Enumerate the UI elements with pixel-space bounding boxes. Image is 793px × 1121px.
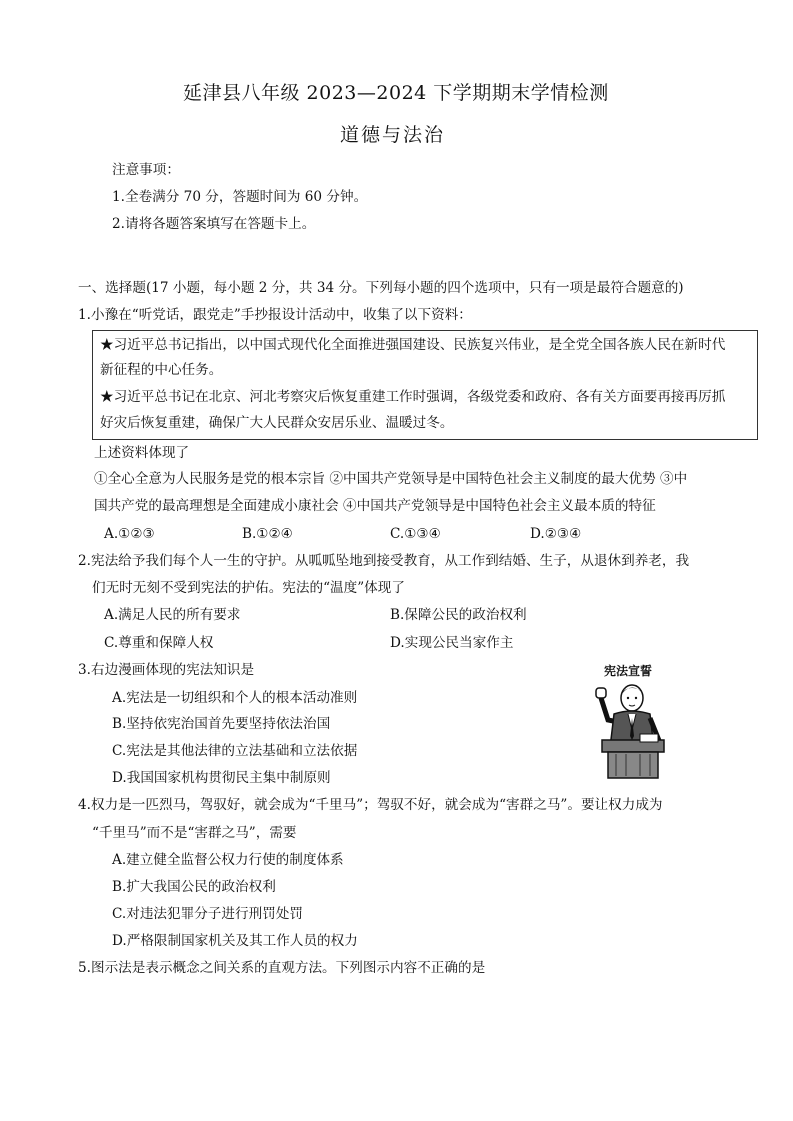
- section-heading: 一、选择题(17 小题，每小题 2 分，共 34 分。下列每小题的四个选项中，只有一项是最符合题意的): [78, 280, 684, 296]
- q2-option-b[interactable]: B.保障公民的政治权利: [390, 607, 527, 623]
- q4-stem-line-2: “千里马”而不是“害群之马”，需要: [92, 825, 297, 841]
- q1-box-line-3: ★习近平总书记在北京、河北考察灾后恢复重建工作时强调，各级党委和政府、各有关方面要再接再厉抓: [100, 389, 726, 405]
- q2-stem-line-2: 们无时无刻不受到宪法的护佑。宪法的“温度”体现了: [92, 580, 405, 596]
- q2-option-c[interactable]: C.尊重和保障人权: [104, 635, 214, 651]
- q1-after-text: 上述资料体现了: [94, 445, 190, 461]
- exam-title: 延津县八年级 2023—2024 下学期期末学情检测: [183, 82, 609, 104]
- constitution-oath-cartoon: [588, 660, 678, 780]
- q3-stem: 3.右边漫画体现的宪法知识是: [78, 662, 255, 678]
- q5-stem: 5.图示法是表示概念之间关系的直观方法。下列图示内容不正确的是: [78, 960, 486, 976]
- note-item-1: 1.全卷满分 70 分，答题时间为 60 分钟。: [112, 189, 368, 205]
- q1-option-b[interactable]: B.①②④: [242, 526, 293, 542]
- q4-option-c[interactable]: C.对违法犯罪分子进行刑罚处罚: [112, 906, 303, 922]
- q3-option-c[interactable]: C.宪法是其他法律的立法基础和立法依据: [112, 743, 358, 759]
- q3-option-a[interactable]: A.宪法是一切组织和个人的根本活动准则: [112, 690, 358, 706]
- q2-option-a[interactable]: A.满足人民的所有要求: [104, 607, 241, 623]
- q1-box-line-2: 新征程的中心任务。: [100, 362, 223, 378]
- q4-option-a[interactable]: A.建立健全监督公权力行使的制度体系: [112, 852, 344, 868]
- q1-box-line-1: ★习近平总书记指出，以中国式现代化全面推进强国建设、民族复兴伟业，是全党全国各族人民在新时代: [100, 337, 726, 353]
- q2-option-d[interactable]: D.实现公民当家作主: [390, 635, 514, 651]
- q1-statements-line-1: ①全心全意为人民服务是党的根本宗旨 ②中国共产党领导是中国特色社会主义制度的最大优势 ③中: [94, 471, 688, 487]
- q4-stem-line-1: 4.权力是一匹烈马，驾驭好，就会成为“千里马”；驾驭不好，就会成为“害群之马”。要让权力成为: [78, 797, 663, 813]
- cartoon-caption: 宪法宣誓: [604, 664, 653, 678]
- q1-option-c[interactable]: C.①③④: [390, 526, 441, 542]
- q2-stem-line-1: 2.宪法给予我们每个人一生的守护。从呱呱坠地到接受教育，从工作到结婚、生子，从退休到养老，我: [78, 553, 690, 569]
- q1-box-line-4: 好灾后恢复重建，确保广大人民群众安居乐业、温暖过冬。: [100, 415, 454, 431]
- q4-option-b[interactable]: B.扩大我国公民的政治权利: [112, 879, 276, 895]
- oath-figure-icon: [588, 678, 678, 782]
- subject-title: 道德与法治: [340, 124, 446, 146]
- note-item-2: 2.请将各题答案填写在答题卡上。: [112, 216, 316, 232]
- q1-option-a[interactable]: A.①②③: [104, 526, 155, 542]
- notes-heading: 注意事项：: [112, 162, 180, 178]
- q3-option-d[interactable]: D.我国国家机构贯彻民主集中制原则: [112, 770, 331, 786]
- q3-option-b[interactable]: B.坚持依宪治国首先要坚持依法治国: [112, 716, 331, 732]
- q4-option-d[interactable]: D.严格限制国家机关及其工作人员的权力: [112, 933, 358, 949]
- q1-statements-line-2: 国共产党的最高理想是全面建成小康社会 ④中国共产党领导是中国特色社会主义最本质的特征: [94, 498, 656, 514]
- q1-stem: 1.小豫在“听党话，跟党走”手抄报设计活动中，收集了以下资料：: [78, 307, 472, 323]
- q1-option-d[interactable]: D.②③④: [530, 526, 582, 542]
